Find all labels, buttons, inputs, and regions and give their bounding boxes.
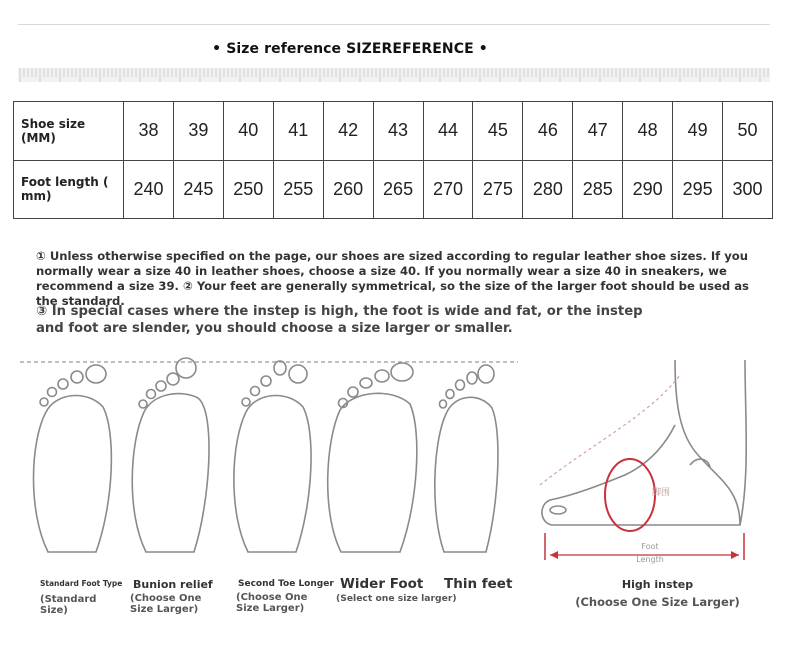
shoe-size-cell: 40: [223, 102, 273, 161]
foot-length-cell: 250: [223, 160, 273, 219]
row-label-shoe-size: Shoe size (MM): [14, 102, 124, 161]
foot-length-cell: 285: [573, 160, 623, 219]
foot-length-cell: 270: [423, 160, 473, 219]
shoe-size-row: [14, 102, 773, 161]
foot-length-cell: 245: [173, 160, 223, 219]
foot-length-cell: 260: [323, 160, 373, 219]
thin-foot-outline: [435, 365, 498, 552]
circle-label: 脚围: [652, 488, 671, 498]
shoe-size-cell: 38: [124, 102, 174, 161]
ruler-decoration: [18, 68, 770, 82]
shoe-size-cell: 47: [573, 102, 623, 161]
foot-length-cell: 290: [623, 160, 673, 219]
foot-length-label-line1: Foot: [641, 542, 659, 551]
caption-standard: Standard Foot Type (Standard Size): [40, 579, 123, 616]
shoe-size-cell: 39: [173, 102, 223, 161]
wider-foot-outline: [328, 363, 417, 552]
shoe-size-cell: 49: [673, 102, 723, 161]
foot-length-row: [14, 160, 773, 219]
foot-length-cell: 275: [473, 160, 523, 219]
shoe-size-cell: 50: [723, 102, 773, 161]
foot-length-label-line2: Length: [636, 555, 664, 564]
high-instep-illustration: [530, 355, 770, 570]
foot-length-cell: 255: [273, 160, 323, 219]
page-title: • Size reference SIZEREFERENCE •: [212, 41, 488, 57]
foot-length-cell: 295: [673, 160, 723, 219]
shoe-size-cell: 42: [323, 102, 373, 161]
foot-length-cell: 265: [373, 160, 423, 219]
note-sizing-rules: ① Unless otherwise specified on the page, our shoes are sized according to regular leather shoe sizes. If you normally wear a size 40 in leather shoes, choose a size 40. If you normally wear a size 40 in sneakers, we recommend a size 39. ② Your feet are generally symmetrical, so the size of the larger foot should be used as the standard.: [36, 249, 749, 308]
foot-length-cell: 240: [124, 160, 174, 219]
row-label-foot-length: Foot length ( mm): [14, 160, 124, 219]
foot-length-cell: 280: [523, 160, 573, 219]
shoe-size-cell: 46: [523, 102, 573, 161]
shoe-size-cell: 41: [273, 102, 323, 161]
caption-wider: Wider Foot (Select one size larger): [336, 576, 457, 604]
caption-high-instep: High instep (Choose One Size Larger): [575, 578, 740, 609]
standard-foot-outline: [34, 365, 112, 552]
shoe-size-cell: 45: [473, 102, 523, 161]
shoe-size-cell: 43: [373, 102, 423, 161]
size-table: [13, 101, 773, 219]
foot-length-cell: 300: [723, 160, 773, 219]
foot-types-illustration: [18, 352, 523, 562]
top-divider: [18, 24, 770, 25]
caption-bunion: Bunion relief (Choose One Size Larger): [130, 578, 213, 615]
caption-thin: Thin feet: [444, 576, 513, 592]
shoe-size-cell: 44: [423, 102, 473, 161]
caption-second-toe: Second Toe Longer (Choose One Size Larger): [236, 579, 334, 614]
second-toe-foot-outline: [234, 361, 311, 552]
bunion-foot-outline: [132, 358, 209, 552]
shoe-size-cell: 48: [623, 102, 673, 161]
note-special-cases: ③ In special cases where the instep is high, the foot is wide and fat, or the instep and foot are slender, you should choose a size larger or smaller.: [36, 304, 643, 336]
